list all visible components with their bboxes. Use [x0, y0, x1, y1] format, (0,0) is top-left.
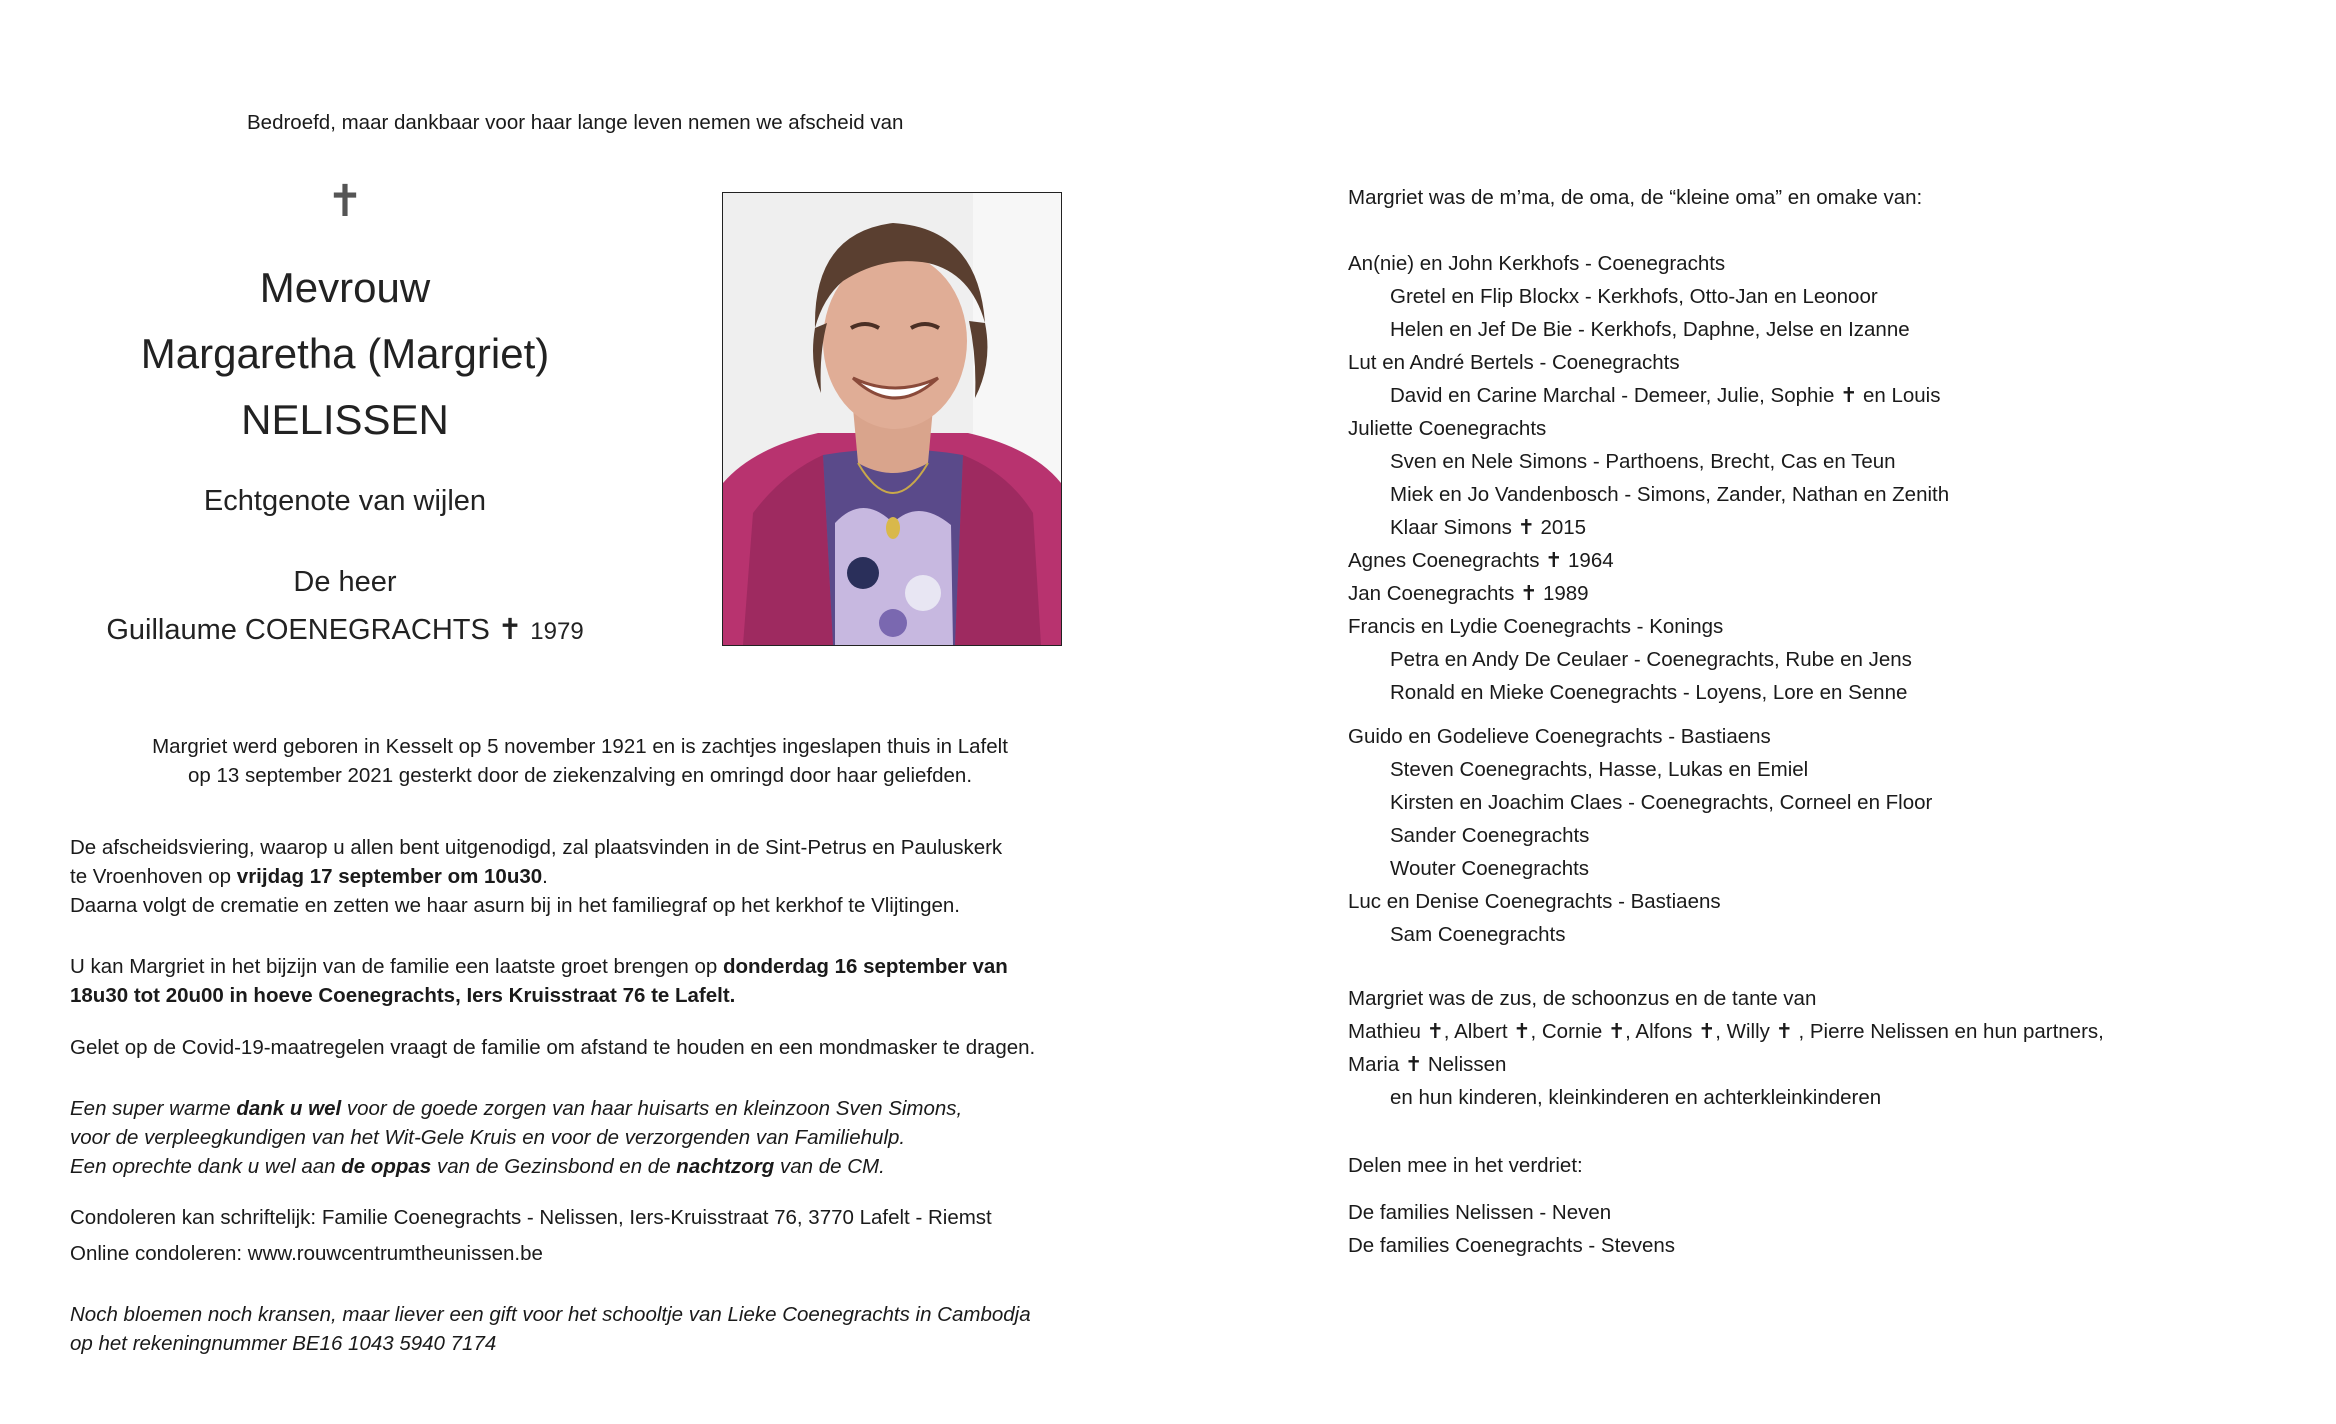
share-line-1: De families Nelissen - Neven — [1348, 1201, 1612, 1224]
siblings-line-1: Mathieu ✝, Albert ✝, Cornie ✝, Alfons ✝, Willy ✝ , Pierre Nelissen en hun partners, — [1348, 1020, 2104, 1043]
visit-date: donderdag 16 september van — [722, 955, 1008, 978]
deceased-surname: NELISSEN — [241, 396, 449, 443]
share-line-2: De families Coenegrachts - Stevens — [1348, 1234, 1676, 1257]
gift-paragraph — [70, 1300, 1031, 1358]
siblings-line-2: Maria ✝ Nelissen — [1348, 1053, 1507, 1076]
family-list-a — [1348, 247, 1949, 709]
family-list-item: Petra en Andy De Ceulaer - Coenegrachts, Rube en Jens — [1390, 648, 1912, 671]
ceremony-location-text: te Vroenhoven op — [70, 865, 237, 888]
family-list-item: Juliette Coenegrachts — [1348, 417, 1547, 440]
visit-paragraph — [70, 952, 1008, 1010]
family-list-item: Lut en André Bertels - Coenegrachts — [1348, 351, 1680, 374]
birth-line-2: op 13 september 2021 gesterkt door de ziekenzalving en omringd door haar geliefden. — [187, 764, 973, 787]
family-list-item: Ronald en Mieke Coenegrachts - Loyens, Lore en Senne — [1390, 681, 1908, 704]
family-list-item: Francis en Lydie Coenegrachts - Konings — [1348, 615, 1724, 638]
siblings-line-3: en hun kinderen, kleinkinderen en achterkleinkinderen — [1390, 1086, 1882, 1109]
thanks-line-3 — [70, 1152, 962, 1181]
ceremony-line-3: Daarna volgt de crematie en zetten we haar asurn bij in het familiegraf op het kerkhof te Vlijtingen. — [70, 894, 960, 917]
visit-intro: U kan Margriet in het bijzijn van de familie een laatste groet brengen op — [70, 955, 723, 978]
deceased-name: Margaretha (Margriet) — [140, 330, 550, 377]
spouse-line — [60, 612, 630, 647]
family-list-item: Steven Coenegrachts, Hasse, Lukas en Emiel — [1390, 758, 1809, 781]
ceremony-line-1: De afscheidsviering, waarop u allen bent uitgenodigd, zal plaatsvinden in de Sint-Petrus en Pauluskerk — [70, 836, 1003, 859]
family-list-item: Miek en Jo Vandenbosch - Simons, Zander, Nathan en Zenith — [1390, 483, 1950, 506]
spouse-name: Guillaume COENEGRACHTS — [106, 614, 490, 646]
family-list-item: David en Carine Marchal - Demeer, Julie, Sophie ✝ en Louis — [1390, 384, 1941, 407]
thanks-bold: dank u wel — [236, 1097, 342, 1120]
grandchildren-intro: Margriet was de m’ma, de oma, de “kleine oma” en omake van: — [1348, 186, 1923, 209]
ceremony-line-2 — [70, 862, 1002, 891]
thanks-text: Een super warme — [70, 1097, 237, 1120]
family-list-item: Klaar Simons ✝ 2015 — [1390, 516, 1587, 539]
family-list-b — [1348, 720, 1932, 951]
family-list-item: Sander Coenegrachts — [1390, 824, 1590, 847]
family-list-item: Helen en Jef De Bie - Kerkhofs, Daphne, Jelse en Izanne — [1390, 318, 1910, 341]
ceremony-period: . — [542, 865, 548, 888]
family-list-item: Wouter Coenegrachts — [1390, 857, 1590, 880]
portrait-photo — [722, 192, 1062, 646]
family-list-item: Sam Coenegrachts — [1390, 923, 1566, 946]
family-list-item: Agnes Coenegrachts ✝ 1964 — [1348, 549, 1614, 572]
cross-icon: ✝ — [497, 614, 523, 646]
thanks-line-1 — [70, 1094, 962, 1123]
spouse-title: De heer — [293, 566, 397, 598]
thanks-paragraph — [70, 1094, 962, 1181]
covid-notice: Gelet op de Covid-19-maatregelen vraagt de familie om afstand te houden en een mondmasker te dragen. — [70, 1036, 1036, 1059]
deceased-title: Mevrouw — [259, 264, 431, 311]
birth-line-1: Margriet werd geboren in Kesselt op 5 november 1921 en is zachtjes ingeslapen thuis in Lafelt — [152, 735, 1008, 758]
condolence-address: Condoleren kan schriftelijk: Familie Coenegrachts - Nelissen, Iers-Kruisstraat 76, 3770 Lafelt - Riemst — [70, 1206, 992, 1229]
thanks-bold: de oppas — [341, 1155, 432, 1178]
family-list-item: Guido en Godelieve Coenegrachts - Bastiaens — [1348, 725, 1771, 748]
family-list-item: Kirsten en Joachim Claes - Coenegrachts, Corneel en Floor — [1390, 791, 1933, 814]
thanks-bold: nachtzorg — [676, 1155, 775, 1178]
thanks-text: van de CM. — [774, 1155, 885, 1178]
visit-line-2: 18u30 tot 20u00 in hoeve Coenegrachts, Iers Kruisstraat 76 te Lafelt. — [70, 984, 736, 1007]
portrait-illustration — [723, 193, 1061, 645]
birth-paragraph — [60, 732, 1100, 790]
gift-line-2: op het rekeningnummer BE16 1043 5940 7174 — [70, 1332, 497, 1355]
intro-text: Bedroefd, maar dankbaar voor haar lange leven nemen we afscheid van — [247, 111, 904, 134]
family-list-item: Luc en Denise Coenegrachts - Bastiaens — [1348, 890, 1721, 913]
siblings-intro: Margriet was de zus, de schoonzus en de tante van — [1348, 987, 1817, 1010]
share-block — [1348, 1196, 1675, 1262]
thanks-text: van de Gezinsbond en de — [431, 1155, 677, 1178]
family-list-item: Gretel en Flip Blockx - Kerkhofs, Otto-Jan en Leonoor — [1390, 285, 1878, 308]
spouse-death-year: 1979 — [530, 618, 584, 645]
thanks-text: voor de goede zorgen van haar huisarts en kleinzoon Sven Simons, — [341, 1097, 963, 1120]
ceremony-date: vrijdag 17 september om 10u30 — [236, 865, 543, 888]
cross-icon: ✝ — [326, 177, 364, 226]
spouse-intro: Echtgenote van wijlen — [203, 485, 487, 517]
thanks-text: Een oprechte dank u wel aan — [70, 1155, 342, 1178]
condolence-online-link[interactable]: Online condoleren: www.rouwcentrumtheunissen.be — [70, 1242, 543, 1265]
family-list-item: Sven en Nele Simons - Parthoens, Brecht, Cas en Teun — [1390, 450, 1896, 473]
thanks-line-2: voor de verpleegkundigen van het Wit-Gele Kruis en voor de verzorgenden van Familiehulp. — [70, 1126, 906, 1149]
share-intro: Delen mee in het verdriet: — [1348, 1154, 1583, 1177]
visit-line-1 — [70, 952, 1008, 981]
gift-line-1: Noch bloemen noch kransen, maar liever een gift voor het schooltje van Lieke Coenegrachts in Cambodja — [70, 1303, 1031, 1326]
ceremony-paragraph — [70, 833, 1002, 920]
siblings-block — [1348, 982, 2104, 1114]
family-list-item: Jan Coenegrachts ✝ 1989 — [1348, 582, 1589, 605]
family-list-item: An(nie) en John Kerkhofs - Coenegrachts — [1348, 252, 1726, 275]
